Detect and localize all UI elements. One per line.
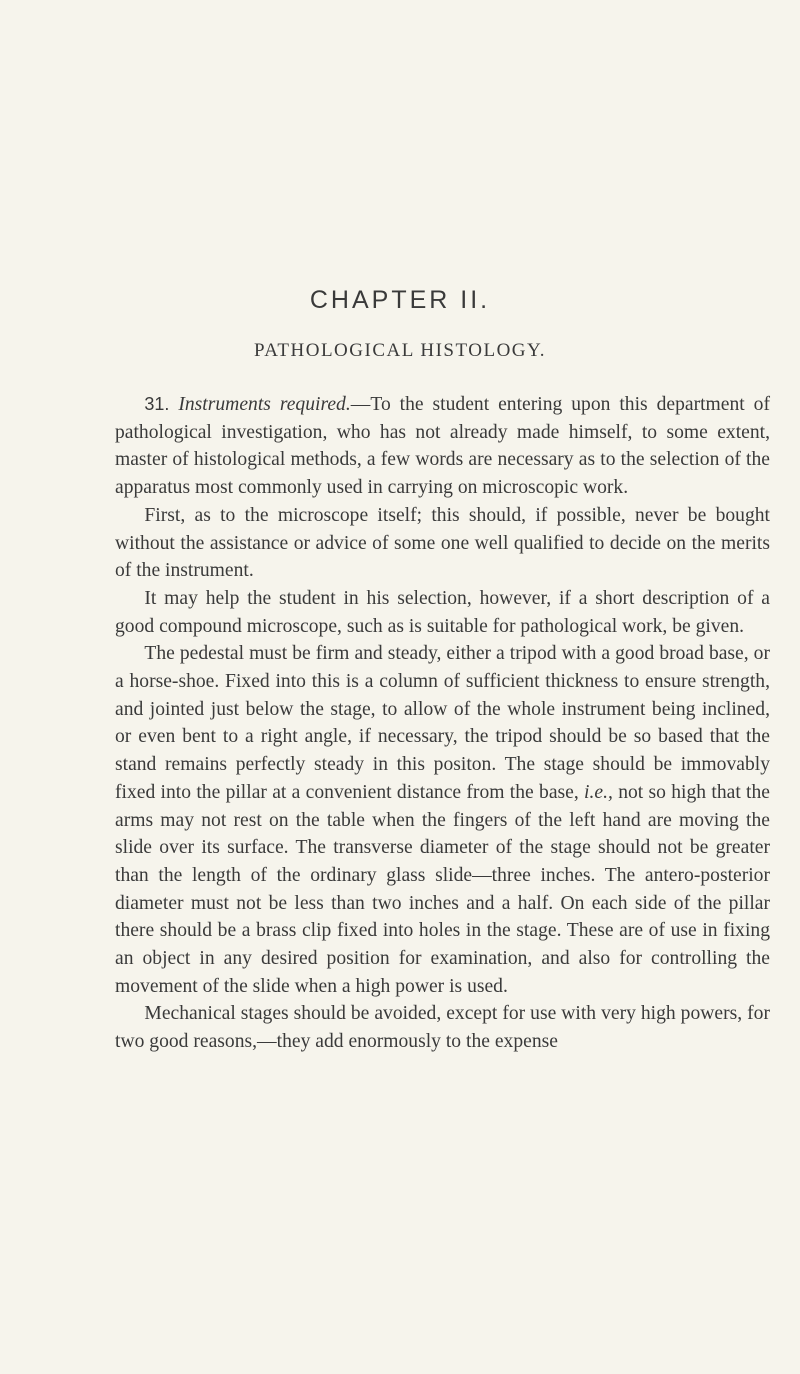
paragraph-4-part-b: not so high that the arms may not rest on the table when the fingers of the left hand are moving the slide over its surface. The transverse diameter of the stage should not be greater than the length of the ordinary glass slide—three inches. The antero-posterior diameter must not be less than two inches and a half. On each side of the pillar there should be a brass clip fixed into holes in the stage. These are of use in fixing an object in any desired position for examination, and also for controlling the movement of the slide when a high power is used. [115,781,770,997]
paragraph-1 [115,391,770,502]
section-italic-title: Instruments required. [178,394,351,415]
chapter-heading: CHAPTER II. [309,286,491,314]
body-text [115,391,770,1056]
section-lead-text: —To the student entering upon this department of pathological investigation, who has not already made himself, to some extent, master of histological methods, a few words are necessary as to the selection of the apparatus most commonly used in carrying on microscopic work. [115,394,770,499]
chapter-title: PATHOLOGICAL HISTOLOGY. [253,340,547,361]
paragraph-3: It may help the student in his selection, however, if a short description of a good compound microscope, such as is suitable for pathological work, be given. [115,587,770,637]
paragraph-4 [115,640,770,1000]
paragraph-4-part-a: The pedestal must be firm and steady, either a tripod with a good broad base, or a horse-shoe. Fixed into this is a column of sufficient thickness to ensure strength, and jointed just below the stage, to allow of the whole instrument being inclined, or even bent to a right angle, if necessary, the tripod should be so based that the stand remains perfectly steady in this positon. The stage should be immovably fixed into the pillar at a convenient distance from the base, [115,643,770,803]
paragraph-5: Mechanical stages should be avoided, except for use with very high powers, for two good reasons,—they add enormously to the expense [115,1003,770,1053]
ie-abbreviation: i.e., [584,781,613,803]
section-number: 31. [144,394,170,414]
paragraph-2: First, as to the microscope itself; this should, if possible, never be bought without the assistance or advice of some one well qualified to decide on the merits of the instrument. [115,504,770,582]
